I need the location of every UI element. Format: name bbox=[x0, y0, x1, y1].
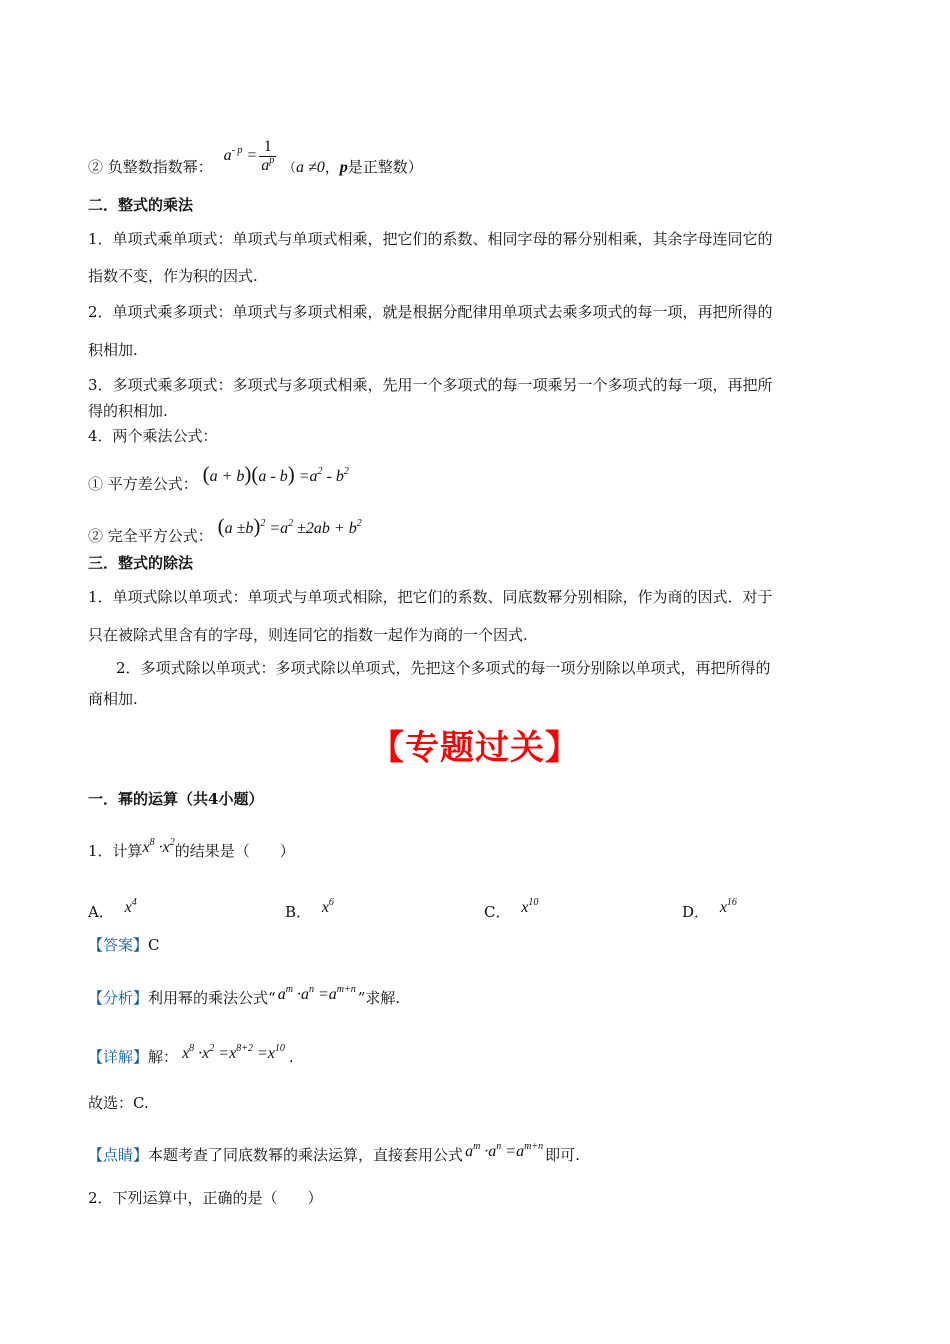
sec2-p2-line1: 2．单项式乘多项式：单项式与多项式相乘，就是根据分配律用单项式去乘多项式的每一项，再把所得的 bbox=[88, 303, 773, 321]
q1-answer: 【答案】C bbox=[88, 936, 160, 954]
sec2-p1-line2: 指数不变，作为积的因式. bbox=[88, 267, 258, 285]
analysis-tag: 分析 bbox=[103, 989, 134, 1007]
note-open: （ bbox=[282, 161, 296, 177]
analysis-pre: 利用幂的乘法公式“ bbox=[148, 989, 276, 1007]
sec3-p1-line1: 1．单项式除以单项式：单项式与单项式相除，把它们的系数、同底数幂分别相除，作为商的因式．对于 bbox=[88, 588, 773, 606]
comment-formula: $a^m \cdot a^n =a^{m+n}$ bbox=[465, 1141, 544, 1160]
difference-of-squares-formula: $(a + b)(a - b) =a^2 - b^2$ bbox=[202, 462, 349, 486]
q1-stem-post: 的结果是（ ） bbox=[174, 842, 295, 860]
sec3-p1-line2: 只在被除式里含有的字母，则连同它的指数一起作为商的一个因式. bbox=[88, 626, 528, 644]
note-sep: ， bbox=[324, 158, 340, 177]
comment-pre: 本题考查了同底数幂的乘法运算，直接套用公式 bbox=[148, 1146, 464, 1164]
option-letter: B． bbox=[285, 903, 312, 921]
section-2-title: 二．整式的乘法 bbox=[88, 196, 194, 214]
section-3-title: 三．整式的除法 bbox=[88, 554, 194, 572]
p-variable: p bbox=[339, 159, 348, 177]
sec2-p1-line1: 1．单项式乘单项式：单项式与单项式相乘，把它们的系数、相同字母的幂分别相乘，其余字母连同它的 bbox=[88, 230, 773, 248]
question-1-stem bbox=[88, 837, 295, 862]
q1-expression: $x^8 \cdot x^2$ bbox=[142, 837, 175, 856]
neg-exponent-formula: $a^{- p}$ = $\frac{1}{a^p}$ bbox=[223, 138, 275, 174]
neg-exponent-label: ② 负整数指数幂： bbox=[88, 158, 213, 177]
q1-comment: 【点睛】本题考查了同底数幂的乘法运算，直接套用公式 $a^m \cdot a^n =a^{m+n}$ 即可. bbox=[88, 1141, 580, 1164]
sec2-p3-line2: 得的积相加. bbox=[88, 402, 168, 420]
analysis-post: ”求解. bbox=[357, 989, 401, 1007]
option-base: x bbox=[521, 899, 529, 916]
q1-option-d[interactable] bbox=[682, 897, 737, 923]
answer-tag: 答案 bbox=[103, 936, 134, 954]
sec2-p4: 4．两个乘法公式： bbox=[88, 427, 218, 445]
option-letter: A． bbox=[88, 903, 114, 921]
detail-tag: 详解 bbox=[103, 1048, 134, 1066]
option-exponent: 16 bbox=[726, 897, 737, 908]
sec3-p2-line2: 商相加. bbox=[88, 690, 138, 708]
sec3-p2-line1: 2．多项式除以单项式：多项式除以单项式，先把这个多项式的每一项分别除以单项式，再把所得的 bbox=[116, 659, 771, 677]
option-base: x bbox=[719, 899, 727, 916]
q1-choose: 故选：C. bbox=[88, 1094, 149, 1112]
option-base: x bbox=[321, 899, 329, 916]
option-base: x bbox=[124, 899, 132, 916]
q1-option-b[interactable] bbox=[285, 897, 334, 923]
note-close: 是正整数） bbox=[347, 158, 423, 177]
option-exponent: 4 bbox=[131, 897, 137, 908]
detail-pre: 解： bbox=[148, 1048, 179, 1066]
question-2-stem: 2．下列运算中，正确的是（ ） bbox=[88, 1189, 323, 1207]
detail-post: . bbox=[288, 1048, 294, 1066]
q1-option-c[interactable] bbox=[484, 897, 539, 923]
q1-stem-pre: 1．计算 bbox=[88, 842, 143, 860]
answer-value: C bbox=[148, 936, 160, 954]
perfect-square-label: ② 完全平方公式： bbox=[88, 527, 213, 545]
q1-analysis: 【分析】利用幂的乘法公式“ $a^m \cdot a^n =a^{m+n}$ ”求解. bbox=[88, 984, 401, 1007]
option-letter: C． bbox=[484, 903, 511, 921]
difference-of-squares-line bbox=[88, 462, 349, 495]
perfect-square-line bbox=[88, 514, 362, 547]
q1-detail: 【详解】解： $x^8 \cdot x^2 =x^{8+2} =x^{10}$ . bbox=[88, 1043, 294, 1066]
q1-option-a[interactable] bbox=[88, 897, 137, 923]
perfect-square-formula: $(a \pm b)^2 =a^2 \pm 2ab + b^2$ bbox=[217, 514, 362, 538]
neg-exponent-line bbox=[88, 138, 423, 187]
comment-tag: 点睛 bbox=[103, 1146, 134, 1164]
topic-banner: 【专题过关】 bbox=[370, 728, 580, 768]
detail-formula: $x^8 \cdot x^2 =x^{8+2} =x^{10}$ bbox=[182, 1043, 285, 1062]
sec2-p3-line1: 3．多项式乘多项式：多项式与多项式相乘，先用一个多项式的每一项乘另一个多项式的每一项，再把所 bbox=[88, 376, 773, 394]
option-letter: D． bbox=[682, 903, 710, 921]
option-exponent: 10 bbox=[528, 897, 539, 908]
part-1-title: 一．幂的运算（共4小题） bbox=[88, 790, 264, 808]
condition: a ≠0 bbox=[296, 159, 325, 177]
sec2-p2-line2: 积相加. bbox=[88, 341, 138, 359]
comment-post: 即可. bbox=[545, 1146, 580, 1164]
fraction: $\frac{1}{a^p}$ bbox=[261, 138, 275, 174]
difference-of-squares-label: ① 平方差公式： bbox=[88, 475, 198, 493]
option-exponent: 6 bbox=[328, 897, 334, 908]
analysis-formula: $a^m \cdot a^n =a^{m+n}$ bbox=[277, 984, 356, 1003]
